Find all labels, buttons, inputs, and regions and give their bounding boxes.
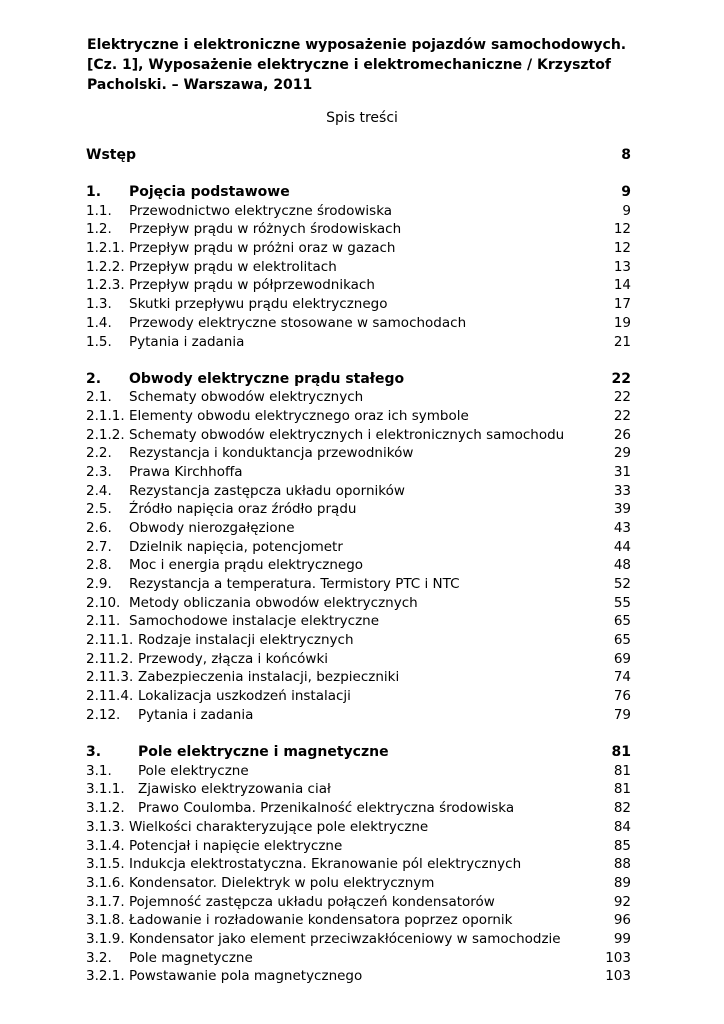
toc-entry-number: 3.: [86, 744, 102, 760]
toc-entry-number: 2.3.: [86, 464, 112, 480]
toc-entry: [86, 911, 631, 930]
toc-entry-page: 81: [611, 744, 631, 760]
toc-entry-number: 2.1.2.: [86, 427, 125, 443]
toc-entry: [86, 855, 631, 874]
toc-entry-title: Przepływ prądu w różnych środowiskach: [129, 221, 402, 237]
toc-entry-page: 85: [613, 838, 631, 854]
toc-entry: [86, 874, 631, 893]
toc-entry-page: 99: [613, 931, 631, 947]
toc-entry-page: 81: [613, 763, 631, 779]
toc-entry: [86, 519, 631, 538]
toc-entry-page: 9: [621, 184, 631, 200]
toc-entry-page: 74: [613, 669, 631, 685]
citation-line-3: Pacholski. – Warszawa, 2011: [87, 77, 313, 93]
toc-entry-number: 1.3.: [86, 296, 112, 312]
toc-entry-page: 88: [613, 856, 631, 872]
toc-entry-title: Kondensator jako element przeciwzakłóceniowy w samochodzie: [129, 931, 561, 947]
toc-entry: [86, 556, 631, 575]
toc-entry: [86, 949, 631, 968]
toc-entry: [86, 631, 631, 650]
toc-entry-title: Przewody, złącza i końcówki: [138, 651, 329, 667]
toc-entry-number: 2.2.: [86, 445, 112, 461]
toc-entry-title: Przepływ prądu w próżni oraz w gazach: [129, 240, 396, 256]
toc-entry-number: 2.: [86, 371, 102, 387]
toc-entry-page: 92: [613, 894, 631, 910]
toc-entry-page: 12: [613, 221, 631, 237]
toc-entry: [86, 930, 631, 949]
toc-entry: [86, 575, 631, 594]
toc-entry-page: 9: [622, 203, 631, 219]
toc-entry-number: 2.11.4.: [86, 688, 134, 704]
toc-entry-title: Prawa Kirchhoffa: [129, 464, 243, 480]
toc-entry-title: Prawo Coulomba. Przenikalność elektryczna środowiska: [138, 800, 515, 816]
toc-entry: [86, 388, 631, 407]
toc-entry: [86, 333, 631, 352]
toc-entry-number: 2.4.: [86, 483, 112, 499]
toc-entry: [86, 202, 631, 221]
toc-entry-title: Elementy obwodu elektrycznego oraz ich symbole: [129, 408, 469, 424]
toc-entry: [86, 818, 631, 837]
toc-entry-number: 3.1.9.: [86, 931, 125, 947]
toc-entry-title: Przewody elektryczne stosowane w samochodach: [129, 315, 467, 331]
toc-entry-page: 39: [613, 501, 631, 517]
toc-entry-number: 3.1.5.: [86, 856, 125, 872]
toc-entry-number: 2.6.: [86, 520, 112, 536]
toc-entry: [86, 594, 631, 613]
toc-entry-title: Schematy obwodów elektrycznych: [129, 389, 364, 405]
toc-entry-number: 2.12.: [86, 707, 121, 723]
toc-entry: [86, 837, 631, 856]
toc-entry-page: 69: [613, 651, 631, 667]
toc-entry-page: 14: [613, 277, 631, 293]
toc-entry-page: 22: [613, 408, 631, 424]
toc-entry: [86, 426, 631, 445]
toc-entry-title: Zabezpieczenia instalacji, bezpieczniki: [138, 669, 400, 685]
toc-entry: [86, 762, 631, 781]
toc-entry-page: 103: [605, 968, 631, 984]
toc-entry-number: 2.8.: [86, 557, 112, 573]
toc-entry: [86, 276, 631, 295]
toc-entry-title: Pole magnetyczne: [129, 950, 253, 966]
toc-entry-page: 65: [613, 632, 631, 648]
toc-entry-page: 103: [605, 950, 631, 966]
toc-entry-number: 3.1.2.: [86, 800, 125, 816]
toc-entry-page: 19: [613, 315, 631, 331]
toc-entry-title: Kondensator. Dielektryk w polu elektrycznym: [129, 875, 435, 891]
toc-entry-title: Rezystancja i konduktancja przewodników: [129, 445, 414, 461]
toc-entry-page: 55: [613, 595, 631, 611]
toc-entry-title: Obwody elektryczne prądu stałego: [129, 371, 405, 387]
toc-entry-number: Wstęp: [86, 147, 136, 163]
toc-entry-page: 65: [613, 613, 631, 629]
toc-entry-page: 81: [613, 781, 631, 797]
toc-entry: [86, 612, 631, 631]
toc-entry-title: Zjawisko elektryzowania ciał: [138, 781, 331, 797]
toc-entry-number: 3.1.4.: [86, 838, 125, 854]
toc-entry-title: Rodzaje instalacji elektrycznych: [138, 632, 354, 648]
toc-entry-number: 2.1.1.: [86, 408, 125, 424]
toc-entry-title: Źródło napięcia oraz źródło prądu: [129, 501, 357, 517]
toc-entry-title: Indukcja elektrostatyczna. Ekranowanie pól elektrycznych: [129, 856, 522, 872]
toc-entry-number: 2.11.1.: [86, 632, 134, 648]
toc-entry-title: Metody obliczania obwodów elektrycznych: [129, 595, 418, 611]
toc-entry: [86, 239, 631, 258]
toc-entry-title: Wielkości charakteryzujące pole elektryczne: [129, 819, 429, 835]
toc-entry: [86, 370, 631, 389]
toc-entry-number: 1.1.: [86, 203, 112, 219]
toc-entry-title: Samochodowe instalacje elektryczne: [129, 613, 380, 629]
toc-entry-number: 3.2.1.: [86, 968, 125, 984]
toc-entry: [86, 146, 631, 165]
toc-entry-page: 43: [613, 520, 631, 536]
toc-entry-page: 33: [613, 483, 631, 499]
citation-line-2: [Cz. 1], Wyposażenie elektryczne i elektromechaniczne / Krzysztof: [87, 57, 611, 73]
toc-entry-title: Przepływ prądu w elektrolitach: [129, 259, 337, 275]
toc-entry-title: Rezystancja a temperatura. Termistory PTC i NTC: [129, 576, 460, 592]
toc-entry: [86, 407, 631, 426]
toc-entry: [86, 893, 631, 912]
toc-entry-number: 1.2.2.: [86, 259, 125, 275]
toc-entry-number: 1.2.3.: [86, 277, 125, 293]
toc-entry-number: 2.11.2.: [86, 651, 134, 667]
toc-entry-number: 1.2.: [86, 221, 112, 237]
toc-entry-number: 3.1.3.: [86, 819, 125, 835]
toc-entry: [86, 463, 631, 482]
toc-entry-title: Lokalizacja uszkodzeń instalacji: [138, 688, 351, 704]
toc-entry: [86, 258, 631, 277]
toc-entry-title: Pytania i zadania: [138, 707, 254, 723]
toc-entry-page: 82: [613, 800, 631, 816]
toc-entry-page: 17: [613, 296, 631, 312]
toc-entry-page: 52: [613, 576, 631, 592]
toc-entry-page: 22: [611, 371, 631, 387]
toc-entry: [86, 482, 631, 501]
toc-entry: [86, 780, 631, 799]
toc-entry: [86, 706, 631, 725]
toc-entry-title: Schematy obwodów elektrycznych i elektronicznych samochodu: [129, 427, 565, 443]
toc-entry-title: Obwody nierozgałęzione: [129, 520, 295, 536]
toc-entry: [86, 538, 631, 557]
toc-entry-page: 21: [613, 334, 631, 350]
toc-entry: [86, 295, 631, 314]
toc-entry-title: Dzielnik napięcia, potencjometr: [129, 539, 343, 555]
toc-entry-page: 29: [613, 445, 631, 461]
toc-entry-number: 2.10.: [86, 595, 121, 611]
toc-entry-number: 2.9.: [86, 576, 112, 592]
toc-entry: [86, 743, 631, 762]
toc-entry-page: 22: [613, 389, 631, 405]
toc-entry-number: 2.1.: [86, 389, 112, 405]
toc-entry-number: 1.: [86, 184, 102, 200]
toc-entry-page: 84: [613, 819, 631, 835]
toc-entry-page: 48: [613, 557, 631, 573]
toc-entry-page: 8: [621, 147, 631, 163]
toc-entry: [86, 687, 631, 706]
toc-entry-number: 2.11.3.: [86, 669, 134, 685]
toc-entry-title: Pole elektryczne: [138, 763, 249, 779]
toc-entry: [86, 668, 631, 687]
toc-entry-title: Pojemność zastępcza układu połączeń kondensatorów: [129, 894, 495, 910]
toc-entry-number: 3.1.7.: [86, 894, 125, 910]
toc-entry-page: 79: [613, 707, 631, 723]
citation-line-1: Elektryczne i elektroniczne wyposażenie pojazdów samochodowych.: [87, 37, 627, 53]
toc-entry-number: 2.5.: [86, 501, 112, 517]
toc-entry-number: 3.1.6.: [86, 875, 125, 891]
toc-entry-page: 31: [613, 464, 631, 480]
toc-entry-title: Moc i energia prądu elektrycznego: [129, 557, 364, 573]
book-citation: [87, 35, 647, 95]
toc-entry-title: Skutki przepływu prądu elektrycznego: [129, 296, 388, 312]
toc-entry-number: 1.5.: [86, 334, 112, 350]
toc-entry-page: 13: [613, 259, 631, 275]
toc-entry-number: 2.11.: [86, 613, 121, 629]
toc-entry-title: Pojęcia podstawowe: [129, 184, 290, 200]
toc-entry-page: 96: [613, 912, 631, 928]
toc-entry: [86, 967, 631, 986]
toc-entry-title: Rezystancja zastępcza układu oporników: [129, 483, 405, 499]
toc-entry: [86, 444, 631, 463]
toc-entry-number: 2.7.: [86, 539, 112, 555]
toc-entry: [86, 650, 631, 669]
toc-entry-page: 89: [613, 875, 631, 891]
toc-entry-title: Ładowanie i rozładowanie kondensatora poprzez opornik: [129, 912, 513, 928]
toc-entry-page: 12: [613, 240, 631, 256]
toc-entry-number: 3.1.: [86, 763, 112, 779]
toc-entry-title: Powstawanie pola magnetycznego: [129, 968, 363, 984]
toc-entry-page: 44: [613, 539, 631, 555]
toc-entry-number: 1.2.1.: [86, 240, 125, 256]
toc-entry-number: 3.1.8.: [86, 912, 125, 928]
toc-heading: Spis treści: [326, 110, 398, 126]
toc-entry-title: Przepływ prądu w półprzewodnikach: [129, 277, 375, 293]
toc-entry-number: 1.4.: [86, 315, 112, 331]
toc-entry-page: 26: [613, 427, 631, 443]
toc-entry-number: 3.2.: [86, 950, 112, 966]
toc-entry: [86, 183, 631, 202]
toc-entry: [86, 799, 631, 818]
toc-entry: [86, 500, 631, 519]
toc-entry-title: Przewodnictwo elektryczne środowiska: [129, 203, 393, 219]
toc-entry: [86, 314, 631, 333]
toc-entry: [86, 220, 631, 239]
toc-entry-title: Pytania i zadania: [129, 334, 245, 350]
toc-entry-number: 3.1.1.: [86, 781, 125, 797]
toc-entry-title: Potencjał i napięcie elektryczne: [129, 838, 343, 854]
toc-entry-page: 76: [613, 688, 631, 704]
toc-entry-title: Pole elektryczne i magnetyczne: [138, 744, 389, 760]
